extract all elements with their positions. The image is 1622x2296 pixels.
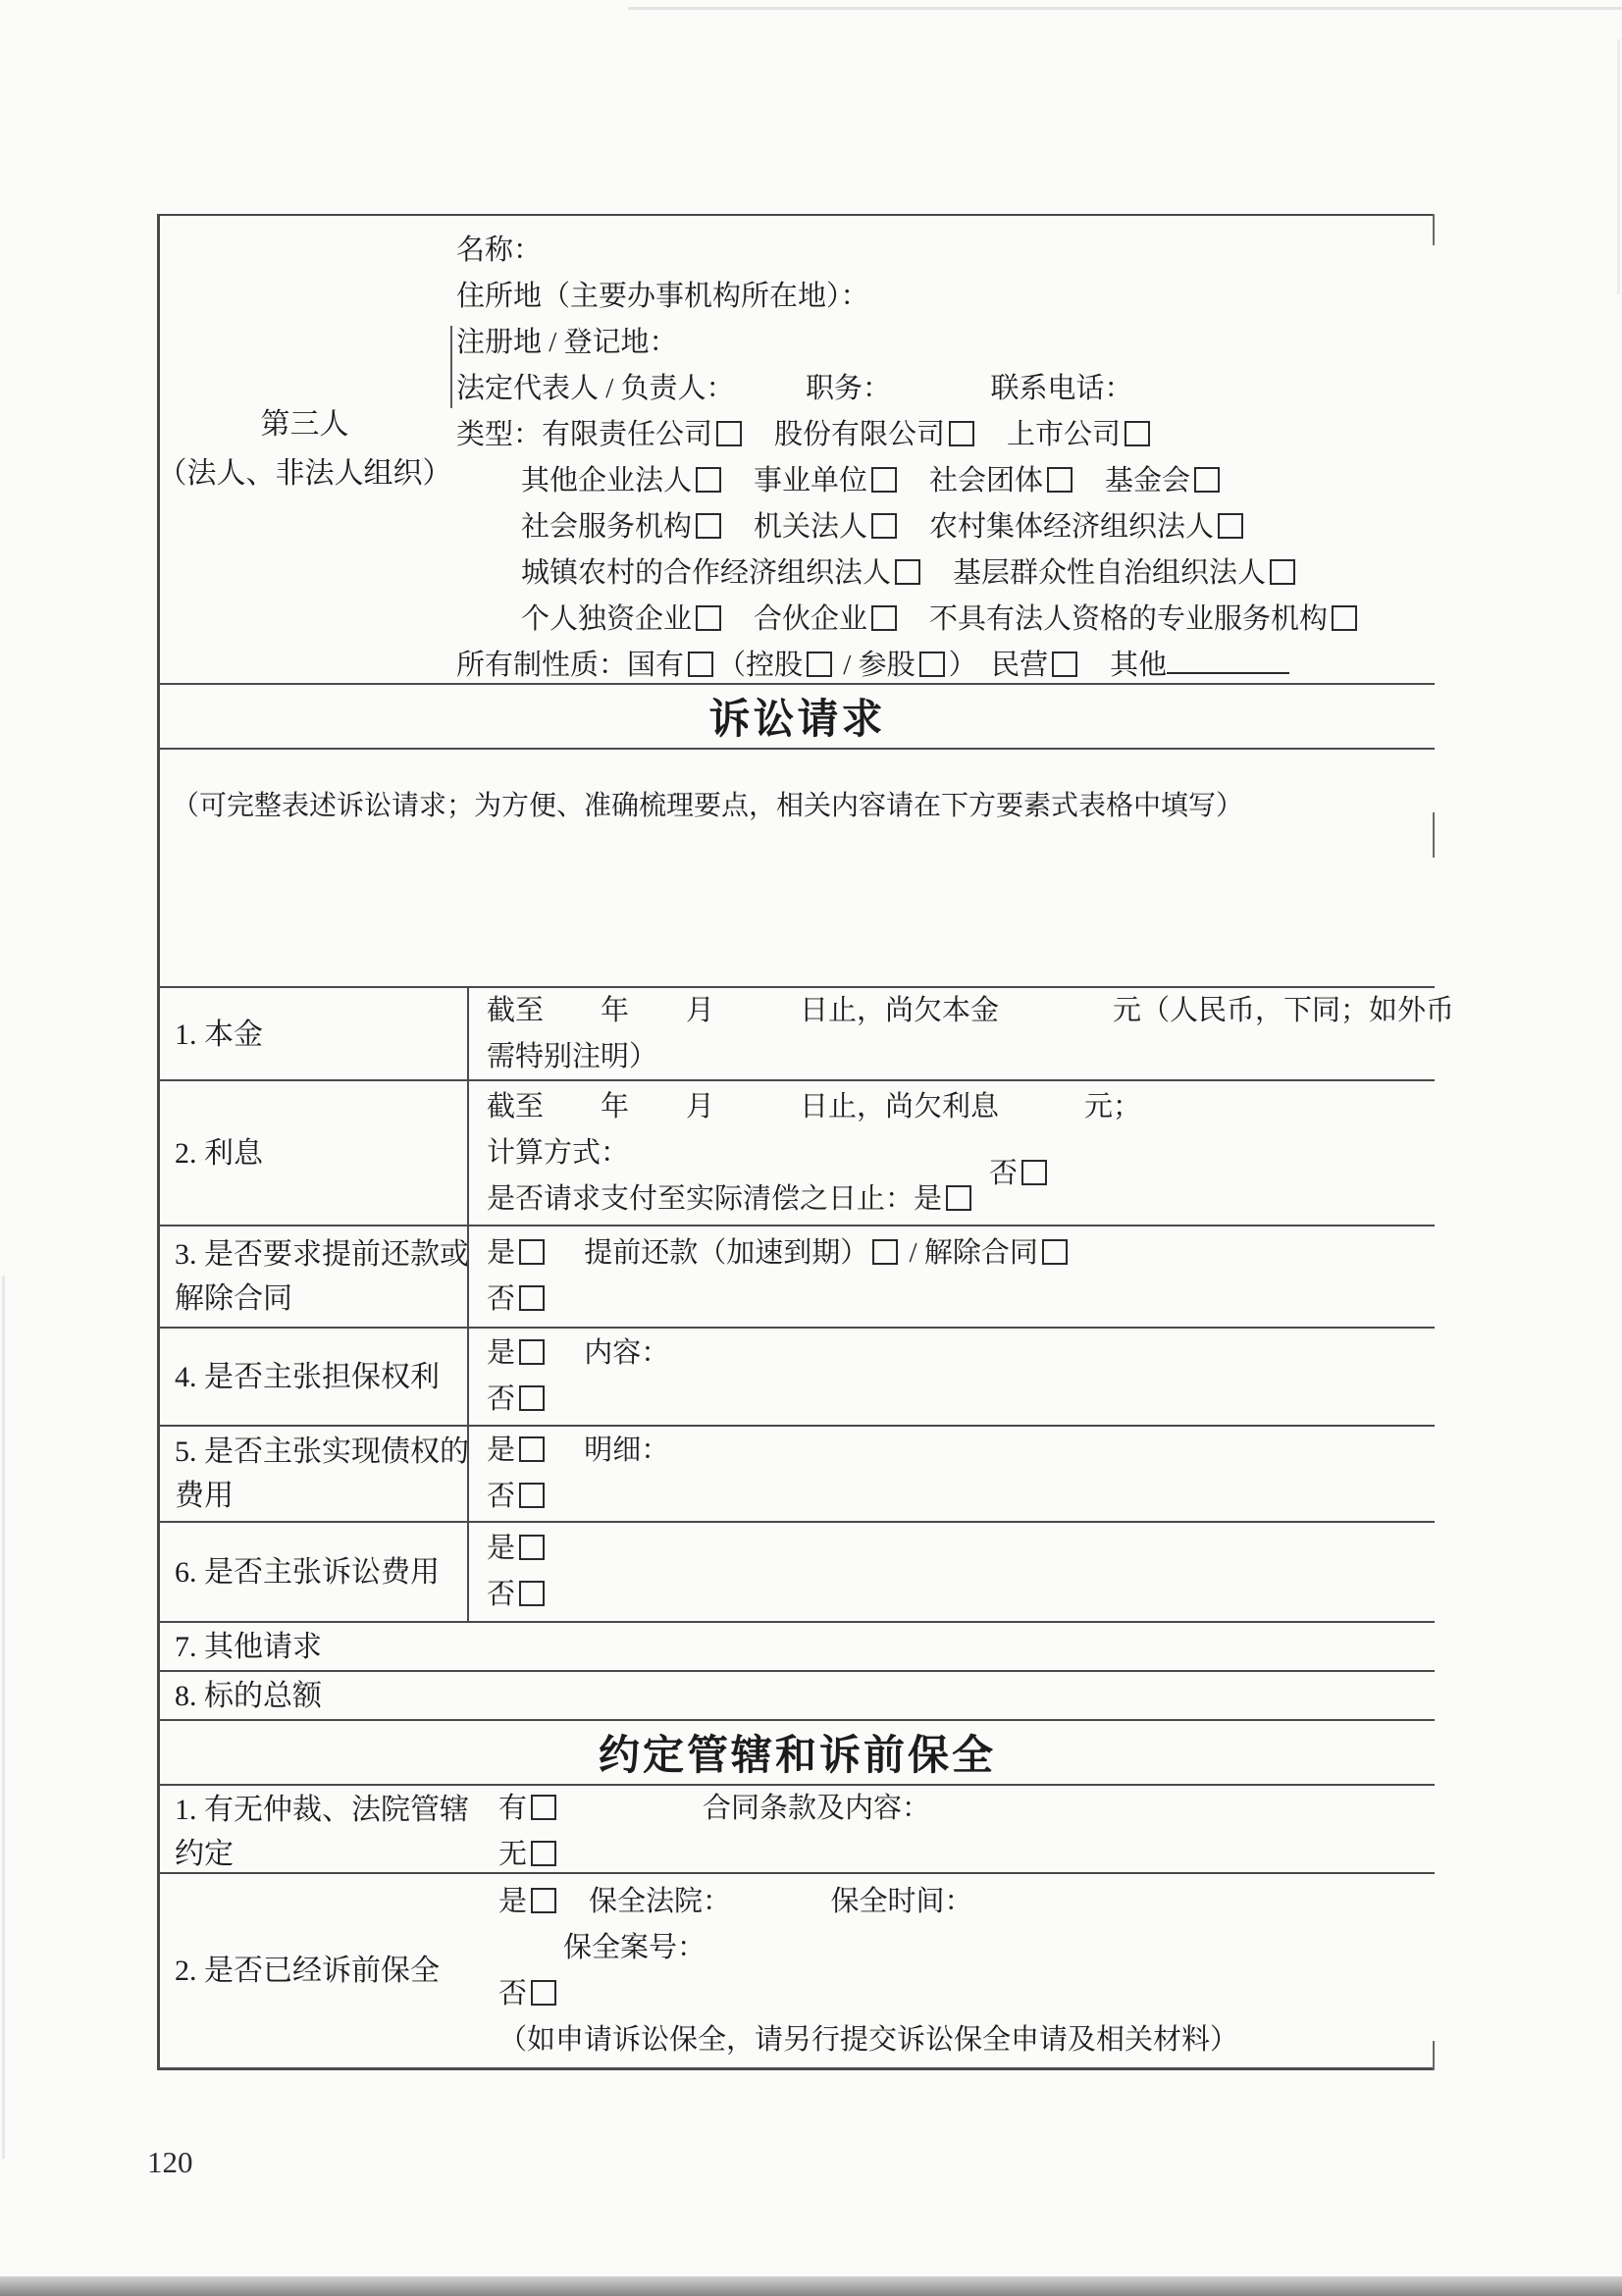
form-line — [456, 550, 1435, 597]
form-text: 否 — [989, 1157, 1019, 1189]
row-label — [160, 1081, 467, 1225]
faded-right-border — [1433, 214, 1435, 245]
form-text: 保全法院： 保全时间： — [560, 1885, 973, 1917]
row-content[interactable] — [467, 1427, 1435, 1521]
row-label-line: 解除合同 — [175, 1282, 292, 1315]
row-label-line: 费用 — [175, 1480, 234, 1512]
claims-note: （可完整表述诉讼请求；为方便、准确梳理要点，相关内容请在下方要素式表格中填写） — [172, 791, 1244, 821]
checkbox-jurisdiction-agreement-yes[interactable] — [531, 1795, 556, 1820]
form-text: 股份有限公司 — [746, 419, 946, 450]
form-line — [487, 1377, 1435, 1423]
checkbox-non-legal-person-professional-service-agency[interactable] — [1332, 605, 1357, 631]
row-label-line: 2. 利息 — [175, 1136, 263, 1170]
form-text: 否 — [498, 1977, 528, 2009]
form-text: 合伙企业 — [725, 603, 868, 635]
form-text: 需特别注明） — [487, 1041, 658, 1072]
form-text: 上市公司 — [978, 419, 1122, 450]
row-label — [160, 1427, 467, 1521]
form-text: 有 — [498, 1793, 528, 1824]
form-text: 是否请求支付至实际清偿之日止：是 — [487, 1182, 943, 1215]
row-label-line: 1. 有无仲裁、法院管辖 — [175, 1794, 469, 1826]
scan-artifact-right — [1617, 39, 1620, 294]
form-table — [157, 214, 1455, 2070]
form-text: 城镇农村的合作经济组织法人 — [521, 557, 892, 589]
form-line — [498, 1832, 1435, 1878]
checkbox-security-right-yes[interactable] — [519, 1339, 545, 1365]
form-line — [498, 1879, 1435, 1925]
scan-artifact-top — [628, 7, 1622, 10]
table-row-debt-realization-cost — [160, 1427, 1435, 1523]
checkbox-litigation-cost-no[interactable] — [519, 1581, 545, 1606]
form-line — [498, 2017, 1435, 2063]
form-text: 类型：有限责任公司 — [456, 419, 713, 450]
section-header-jurisdiction — [160, 1721, 1435, 1786]
checkbox-listed-company[interactable] — [1125, 421, 1150, 446]
checkbox-social-organization[interactable] — [1047, 467, 1073, 493]
raised-option — [989, 1151, 1051, 1197]
form-text: 是 — [487, 1337, 516, 1369]
claims-note-area[interactable] — [160, 750, 1435, 988]
row-label-line: 4. 是否主张担保权利 — [175, 1360, 440, 1393]
checkbox-interest-until-actual-payoff-no[interactable] — [1021, 1160, 1047, 1185]
form-text: 不具有法人资格的专业服务机构 — [901, 603, 1329, 635]
row-label-line: 5. 是否主张实现债权的 — [175, 1435, 469, 1468]
form-text: 基层群众性自治组织法人 — [924, 557, 1267, 589]
form-line — [487, 1331, 1435, 1377]
form-text: 截至 年 月 日止，尚欠利息 元； — [487, 1090, 1142, 1122]
form-line — [487, 1084, 1435, 1130]
third-party-details — [449, 216, 1435, 683]
form-text: 是 — [498, 1885, 528, 1917]
faded-right-border — [1433, 812, 1435, 858]
checkbox-state-equity-participation[interactable] — [919, 652, 945, 677]
checkbox-jurisdiction-agreement-no[interactable] — [531, 1841, 556, 1866]
checkbox-early-repayment-no[interactable] — [519, 1285, 545, 1311]
form-text: 注册地 / 登记地： — [456, 327, 678, 358]
table-row-total-amount — [160, 1672, 1435, 1721]
checkbox-public-institution[interactable] — [871, 467, 897, 493]
form-line — [487, 1277, 1435, 1323]
row-label — [160, 1874, 498, 2067]
form-line — [487, 1428, 1435, 1474]
form-text: 提前还款（加速到期） — [549, 1237, 869, 1269]
form-text: 合同条款及内容： — [560, 1793, 931, 1824]
faded-right-border — [1433, 2041, 1435, 2070]
blank-ownership-other[interactable] — [1167, 647, 1289, 674]
form-text: 农村集体经济组织法人 — [901, 511, 1215, 543]
form-line — [456, 504, 1435, 550]
scan-artifact-left — [2, 1276, 5, 2159]
form-text: 其他 — [1081, 650, 1168, 681]
form-text: 社会团体 — [901, 465, 1044, 496]
form-text: 个人独资企业 — [521, 603, 693, 635]
checkbox-sole-proprietorship[interactable] — [696, 605, 721, 631]
form-line — [498, 1925, 1435, 1971]
form-line — [487, 1526, 1435, 1572]
checkbox-contract-termination[interactable] — [1042, 1239, 1068, 1265]
form-line — [456, 643, 1435, 683]
form-text: 住所地（主要办事机构所在地）： — [456, 281, 869, 312]
table-row-pre-litigation-preservation — [160, 1874, 1435, 2070]
section-title: 约定管辖和诉前保全 — [598, 1732, 996, 1778]
row-content[interactable] — [467, 1329, 1435, 1425]
table-row-principal — [160, 988, 1455, 1081]
form-line — [487, 1572, 1435, 1618]
form-text: 基金会 — [1076, 465, 1191, 496]
form-text: 截至 年 月 日止，尚欠本金 元（人民币，下同；如外币 — [487, 995, 1455, 1026]
third-party-label-line: 第三人 — [260, 408, 349, 441]
table-row-interest — [160, 1081, 1435, 1226]
row-content[interactable] — [467, 1523, 1435, 1621]
table-row-early-repayment-or-termination — [160, 1226, 1435, 1329]
third-party-label — [157, 216, 452, 683]
checkbox-debt-realization-cost-yes[interactable] — [519, 1436, 545, 1462]
checkbox-social-service-agency[interactable] — [696, 513, 721, 539]
row-content[interactable] — [467, 988, 1454, 1080]
checkbox-partnership[interactable] — [871, 605, 897, 631]
row-label — [160, 988, 467, 1080]
form-line — [487, 1474, 1435, 1520]
table-row-other-claims — [160, 1623, 1435, 1672]
row-label-line: 7. 其他请求 — [175, 1630, 322, 1663]
checkbox-early-repayment-acceleration[interactable] — [872, 1239, 898, 1265]
form-line — [456, 366, 1435, 412]
row-label — [160, 1523, 467, 1621]
form-text: 否 — [487, 1481, 516, 1512]
row-label — [160, 1226, 467, 1327]
form-text: 名称： — [456, 235, 543, 266]
form-text: （如申请诉讼保全，请另行提交诉讼保全申请及相关材料） — [498, 2023, 1239, 2056]
row-label — [160, 1329, 467, 1425]
form-text: （控股 — [717, 650, 804, 681]
scan-artifact-bottom — [0, 2276, 1622, 2296]
checkbox-rural-collective-economic-org[interactable] — [1218, 513, 1243, 539]
form-line — [456, 228, 1435, 274]
form-line — [498, 1971, 1435, 2017]
form-line — [487, 1034, 1454, 1080]
form-text: 所有制性质：国有 — [456, 650, 685, 681]
form-text: 事业单位 — [725, 465, 868, 496]
checkbox-joint-stock-company[interactable] — [949, 421, 974, 446]
form-text: 否 — [487, 1283, 516, 1315]
form-line — [456, 412, 1435, 458]
row-label — [160, 1672, 1435, 1719]
form-line — [456, 320, 1435, 366]
form-line — [487, 988, 1454, 1034]
checkbox-security-right-no[interactable] — [519, 1385, 545, 1411]
form-text: 保全案号： — [563, 1931, 706, 1963]
form-text: 计算方式： — [487, 1136, 630, 1169]
section-title: 诉讼请求 — [708, 696, 886, 742]
form-text: 明细： — [549, 1435, 670, 1466]
form-text: / 参股 — [836, 650, 916, 681]
form-line — [456, 597, 1435, 643]
form-text: 机关法人 — [725, 511, 868, 543]
checkbox-state-owned[interactable] — [688, 652, 713, 677]
form-text: 法定代表人 / 负责人： 职务： 联系电话： — [456, 373, 1133, 404]
checkbox-pre-litigation-preservation-yes[interactable] — [531, 1888, 556, 1913]
form-line — [456, 274, 1435, 320]
row-label-line: 3. 是否要求提前还款或 — [175, 1238, 469, 1271]
checkbox-early-repayment-yes[interactable] — [519, 1239, 545, 1265]
row-content[interactable] — [498, 1786, 1435, 1878]
form-text: ） 民营 — [948, 650, 1049, 681]
checkbox-litigation-cost-yes[interactable] — [519, 1535, 545, 1560]
checkbox-limited-liability-company[interactable] — [716, 421, 742, 446]
table-row-security-right — [160, 1329, 1435, 1427]
form-line — [487, 1230, 1435, 1277]
form-text: 是 — [487, 1237, 516, 1269]
table-row-litigation-cost — [160, 1523, 1435, 1623]
row-label-line: 6. 是否主张诉讼费用 — [175, 1555, 440, 1589]
form-line — [487, 1130, 1435, 1176]
table-row-jurisdiction-agreement — [160, 1786, 1435, 1874]
form-text: 是 — [487, 1435, 516, 1466]
checkbox-government-organ-legal-person[interactable] — [871, 513, 897, 539]
form-text: / 解除合同 — [902, 1237, 1038, 1269]
row-label-line: 约定 — [175, 1838, 234, 1870]
partial-column-divider — [450, 326, 452, 408]
row-label-line: 2. 是否已经诉前保全 — [175, 1955, 440, 1987]
checkbox-interest-until-actual-payoff-yes[interactable] — [946, 1185, 971, 1211]
form-line — [487, 1157, 1435, 1223]
row-label-line: 1. 本金 — [175, 1018, 263, 1051]
section-header-claims — [160, 685, 1435, 750]
form-text: 否 — [487, 1383, 516, 1415]
table-row-third-party — [157, 216, 1435, 685]
form-line — [498, 1786, 1435, 1832]
third-party-label-line: （法人、非法人组织） — [157, 457, 452, 490]
form-text: 社会服务机构 — [521, 511, 693, 543]
checkbox-grassroots-self-governance-org[interactable] — [1270, 559, 1295, 585]
checkbox-state-holding[interactable] — [807, 652, 832, 677]
form-text: 否 — [487, 1579, 516, 1610]
row-content[interactable] — [467, 1081, 1435, 1225]
checkbox-pre-litigation-preservation-no[interactable] — [531, 1980, 556, 2006]
checkbox-private-owned[interactable] — [1052, 652, 1077, 677]
row-content[interactable] — [467, 1226, 1435, 1327]
form-text: 其他企业法人 — [521, 465, 693, 496]
form-text: 无 — [498, 1839, 528, 1870]
checkbox-foundation[interactable] — [1194, 467, 1220, 493]
row-label — [160, 1623, 1435, 1670]
checkbox-debt-realization-cost-no[interactable] — [519, 1483, 545, 1508]
form-line — [456, 458, 1435, 504]
checkbox-urban-rural-cooperative-economic-org[interactable] — [895, 559, 920, 585]
row-label — [160, 1786, 498, 1878]
row-content[interactable] — [498, 1874, 1435, 2067]
form-text: 内容： — [549, 1337, 670, 1369]
page-number: 120 — [147, 2145, 193, 2179]
form-text: 是 — [487, 1533, 516, 1564]
row-label-line: 8. 标的总额 — [175, 1679, 322, 1712]
checkbox-other-enterprise-legal-person[interactable] — [696, 467, 721, 493]
